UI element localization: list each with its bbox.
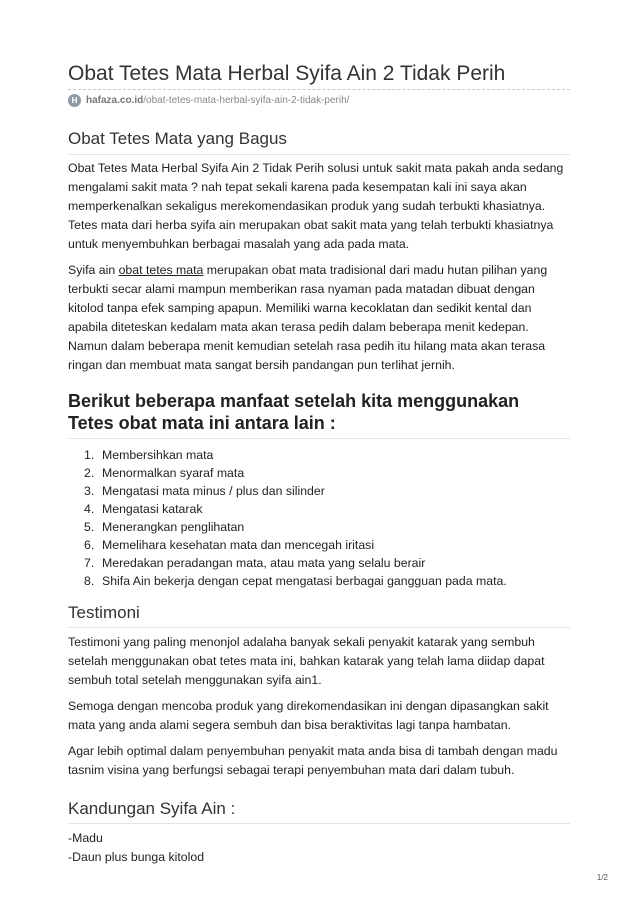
paragraph-testimoni [68, 633, 570, 690]
section-divider [68, 154, 570, 155]
text-line: memperkenalkan sekaligus merekomendasikan produk yang sudah terbukti khasiatnya. [68, 199, 546, 214]
text-line: sembuh total setelah menggunakan syifa ain1. [68, 673, 322, 688]
source-url[interactable] [68, 92, 349, 108]
section-heading-testimoni: Testimoni [68, 603, 140, 622]
heading-line: Berikut beberapa manfaat setelah kita menggunakan [68, 391, 520, 411]
obat-tetes-mata-link[interactable]: obat tetes mata [118, 263, 204, 277]
paragraph-intro [68, 159, 570, 254]
list-item: 3. Mengatasi mata minus / plus dan silinder [84, 484, 325, 498]
text-line: untuk menyembuhkan berbagai masalah yang ada pada mata. [68, 237, 410, 252]
text-line: terbukti secar alami mampun memberikan rasa nyaman pada matadan dibuat dengan [68, 282, 535, 297]
list-item: 1. Membersihkan mata [84, 448, 214, 462]
text-line: Agar lebih optimal dalam penyembuhan penyakit mata anda bisa di tambah dengan madu [68, 744, 558, 758]
title-divider [68, 89, 570, 90]
text-line: Obat Tetes Mata Herbal Syifa Ain 2 Tidak Perih solusi untuk sakit mata pakah anda sedang [68, 161, 564, 175]
text-line: ringan dan membuat mata sangat bersih pandangan pun terlihat jernih. [68, 358, 455, 373]
text-line: Namun dalam beberapa menit kemudian setelah rasa pedih itu hilang mata akan terasa [68, 339, 546, 354]
text-segment: merupakan obat mata tradisional dari madu hutan pilihan yang [203, 263, 548, 277]
page-title: Obat Tetes Mata Herbal Syifa Ain 2 Tidak Perih [68, 62, 506, 85]
section-divider [68, 438, 570, 439]
source-domain[interactable]: hafaza.co.id [86, 94, 144, 106]
text-line: apabila diteteskan kedalam mata akan terasa pedih dalam beberapa menit kedepan. [68, 320, 529, 335]
list-item: 5. Menerangkan penglihatan [84, 520, 245, 534]
list-item: 4. Mengatasi katarak [84, 502, 203, 516]
section-divider [68, 627, 570, 628]
benefits-list [68, 446, 570, 590]
list-item: 8. Shifa Ain bekerja dengan cepat mengatasi berbagai gangguan pada mata. [84, 574, 507, 588]
text-segment: Syifa ain [68, 263, 119, 277]
site-favicon-icon: H [68, 94, 81, 107]
text-line: mengalami sakit mata ? nah tepat sekali karena pada kesempatan kali ini saya akan [68, 180, 527, 195]
section-divider [68, 823, 570, 824]
list-item: 7. Meredakan peradangan mata, atau mata yang selalu berair [84, 556, 426, 570]
paragraph-syifa-ain [68, 261, 570, 376]
source-path[interactable]: /obat-tetes-mata-herbal-syifa-ain-2-tidak-perih/ [143, 94, 350, 106]
text-line: setelah menggunakan obat tetes mata ini, bahkan katarak yang telah lama diidap dapat [68, 654, 545, 669]
ingredients-list [68, 829, 570, 867]
text-line: mata yang anda alami segera sembuh dan bisa beraktivitas lagi tanpa hambatan. [68, 718, 511, 733]
text-line: Tetes mata dari herba syifa ain merupakan obat sakit mata yang telah terbukti khasiatnya [68, 218, 554, 233]
paragraph-agar-lebih-optimal [68, 742, 570, 780]
list-item: 6. Memelihara kesehatan mata dan mencegah iritasi [84, 538, 375, 552]
section-heading-manfaat [68, 390, 570, 434]
section-heading-kandungan: Kandungan Syifa Ain : [68, 799, 236, 818]
text-line: Testimoni yang paling menonjol adalaha banyak sekali penyakit katarak yang sembuh [68, 635, 535, 649]
text-line: kitolod tanpa efek samping apapun. Memiliki warna kecoklatan dan sedikit kental dan [68, 301, 532, 316]
heading-line: Tetes obat mata ini antara lain : [68, 413, 336, 433]
page-number: 1/2 [596, 873, 608, 882]
ingredient-item: -Madu [68, 831, 103, 845]
section-heading-obat-tetes-mata: Obat Tetes Mata yang Bagus [68, 129, 287, 148]
text-line: tasnim visina yang berfungsi sebagai terapi penyembuhan mata dari dalam tubuh. [68, 763, 515, 778]
paragraph-semoga [68, 697, 570, 735]
text-line: Semoga dengan mencoba produk yang direkomendasikan ini dengan dipasangkan sakit [68, 699, 549, 713]
ingredient-item: -Daun plus bunga kitolod [68, 850, 205, 865]
list-item: 2. Menormalkan syaraf mata [84, 466, 245, 480]
